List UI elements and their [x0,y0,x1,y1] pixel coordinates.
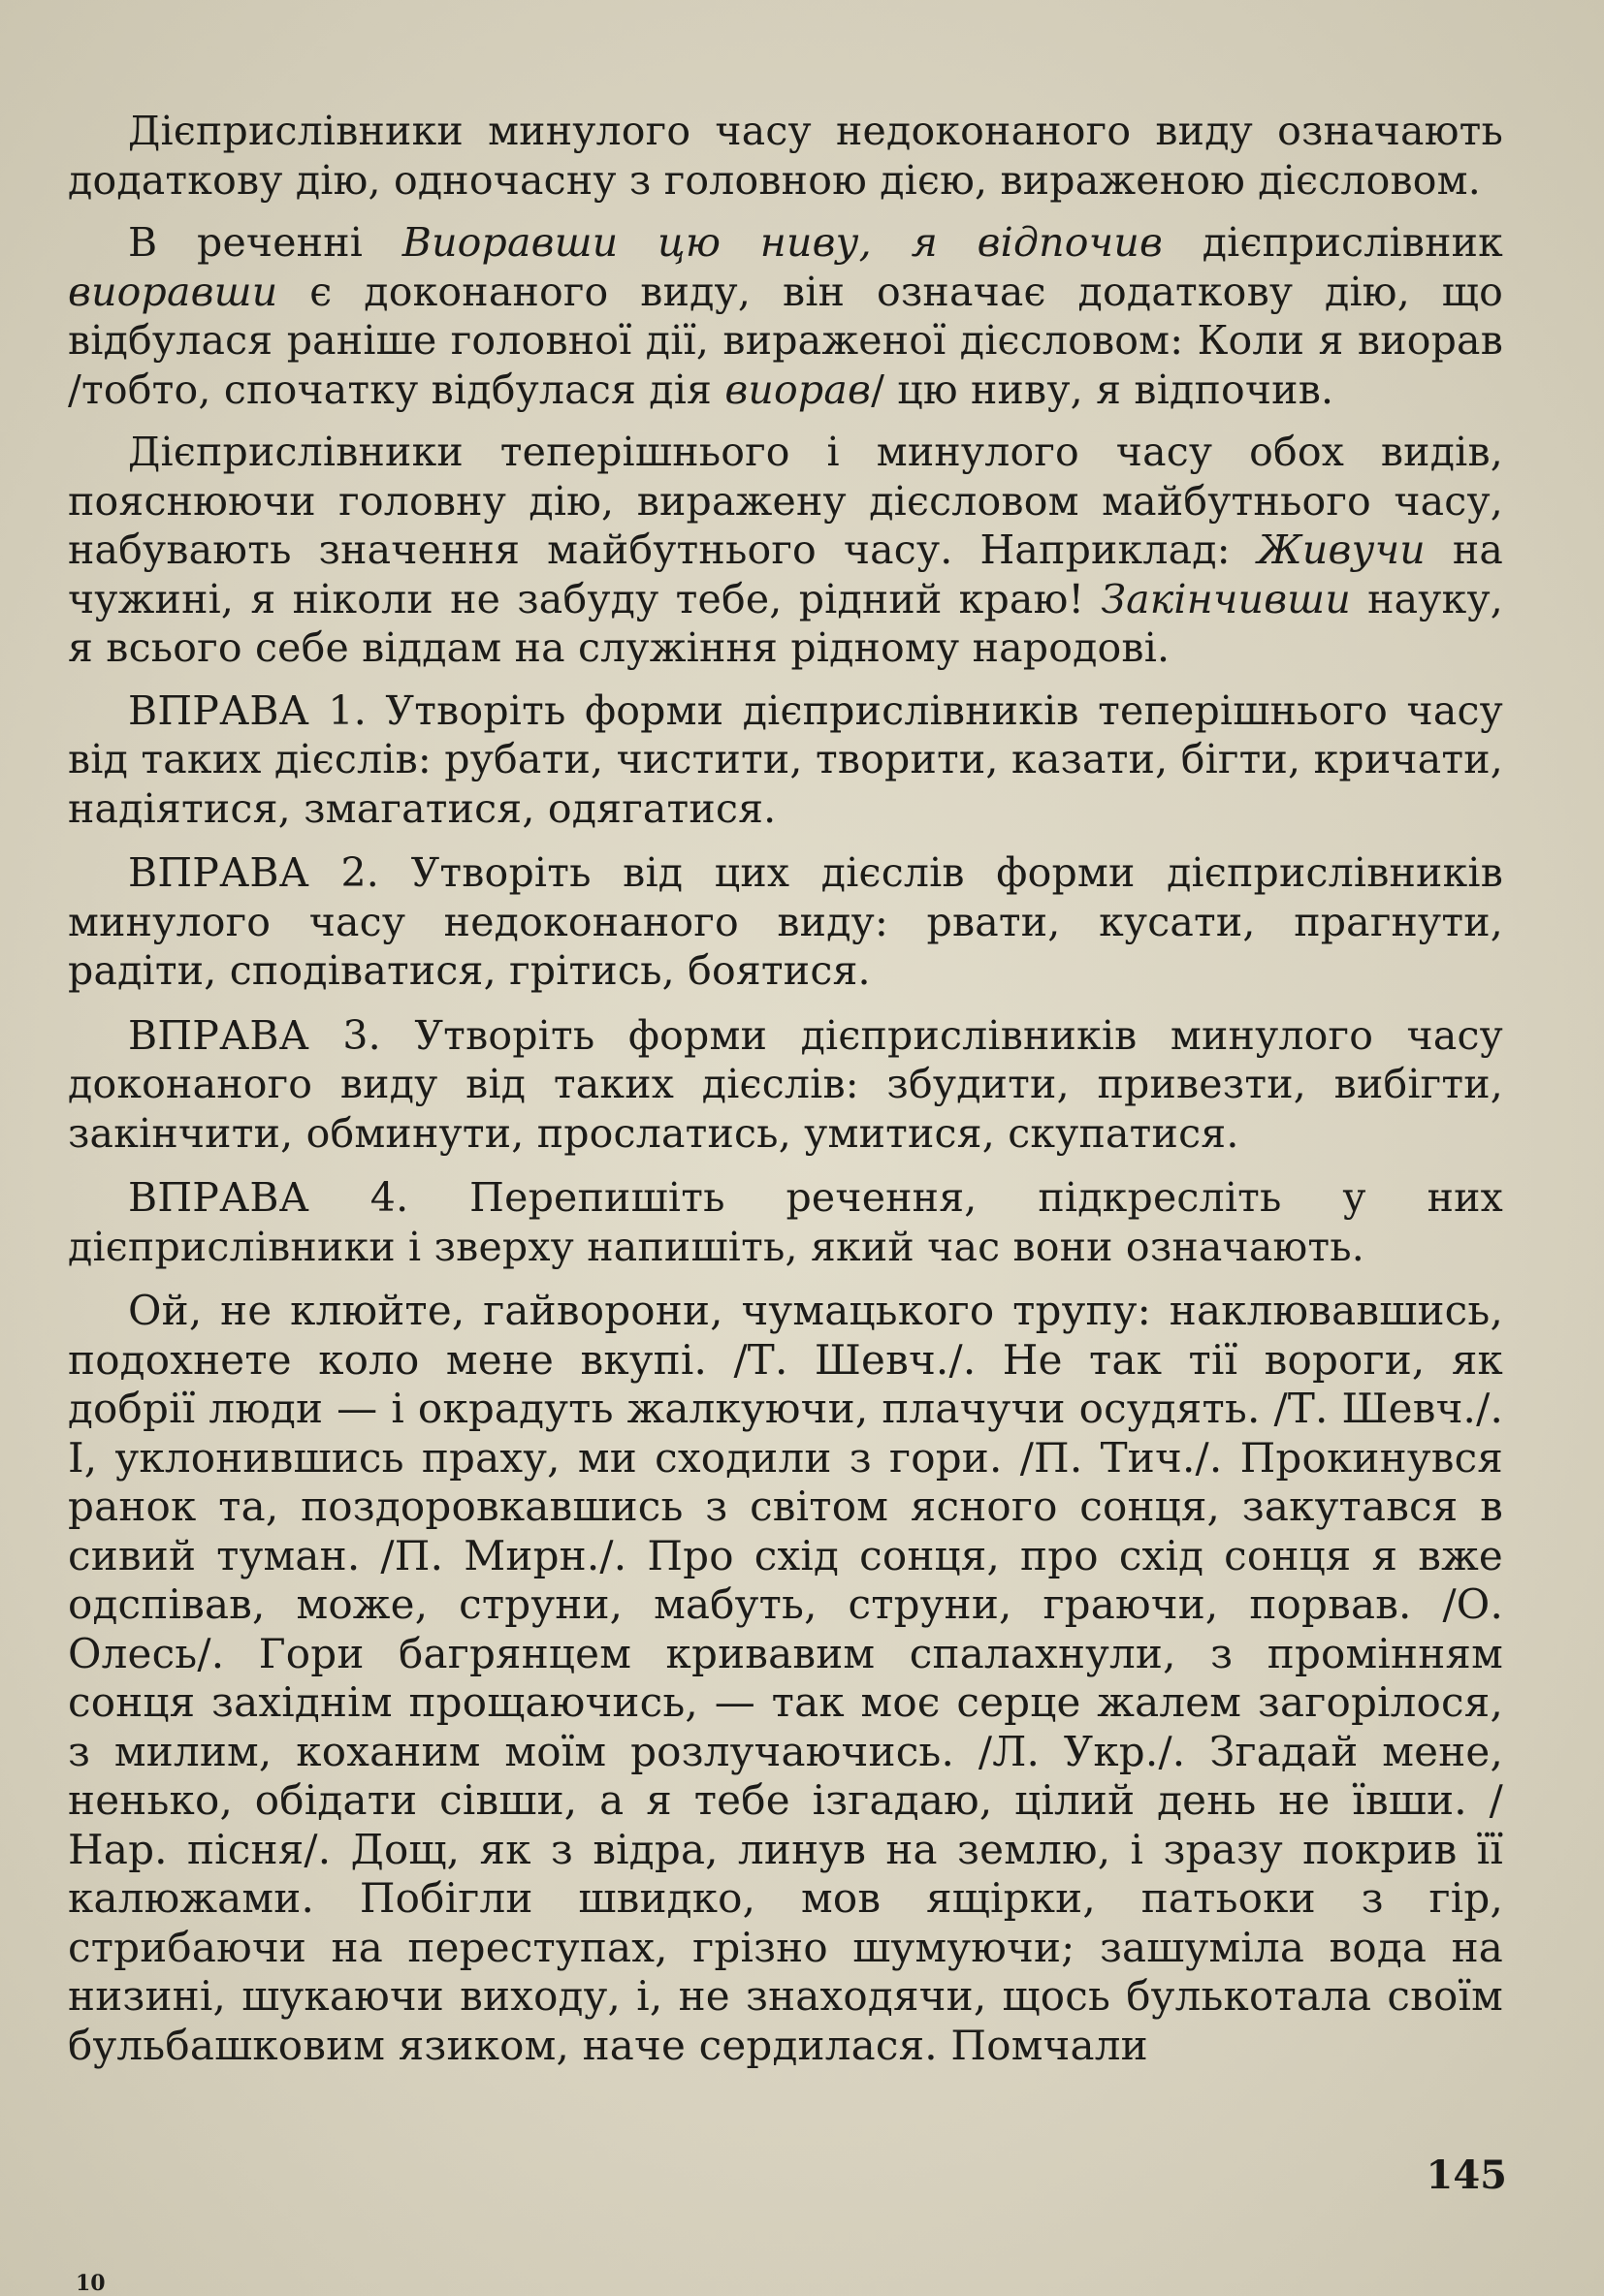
paragraph-2-mid-1: дієприслівник [1163,219,1503,266]
paragraph-1 [68,107,1503,205]
paragraph-3-italic-2: Закінчивши [1101,575,1351,622]
exercise-1-text: ВПРАВА 1. Утворіть форми дієприслівників теперішнього часу від таких дієслів: рубати, чистити, творити, казати, бігти, кричати, надіятися, змагатися, одягатися. [68,686,1503,832]
exercise-4 [68,1173,1503,1271]
paragraph-2-italic-word: виоравши [68,268,278,315]
paragraph-3-end: науку, я всього себе віддам на служіння рідному народові. [68,575,1504,671]
paragraph-3-mid: на чужині, я ніколи не забуду тебе, рідний краю! [68,526,1503,622]
exercise-1 [68,686,1503,834]
paragraph-2-italic-sentence: Виоравши цю ниву, я відпочив [401,219,1164,266]
exercise-4-text: ВПРАВА 4. Перепишіть речення, підкресліть у них дієприслівники і зверху напишіть, який час вони означають. [68,1174,1503,1270]
exercise-sentences-text: Ой, не клюйте, гайворони, чумацького трупу: наклювавшись, подохнете коло мене вкупі. /Т. Шевч./. Не так тії вороги, як добрії люди — і окрадуть жалкуючи, плачучи осудять. /Т. Шевч./. І, уклонившись праху, ми сходили з гори. /П. Тич./. Прокинувся ранок та, поздоровкавшись з світом ясного сонця, закутався в сивий туман. /П. Мирн./. Про схід сонця, про схід сонця я вже одспівав, може, струни, мабуть, струни, граючи, порвав. /О. Олесь/. Гори багрянцем кривавим спалахнули, з промінням сонця західнім прощаючись, — так моє серце жалем загорілося, з милим, коханим моїм розлучаючись. /Л. Укр./. Згадай мене, ненько, обідати сівши, а я тебе ізгадаю, цілий день не ївши. /Нар. пісня/. Дощ, як з відра, линув на землю, і зразу покрив її калюжами. Побігли швидко, мов ящірки, патьоки з гір, стрибаючи на переступах, грізно шумуючи; зашуміла вода на низині, шукаючи виходу, і, не знаходячи, щось булькотала своїм бульбашковим язиком, наче сердилася. Помчали [68,1287,1503,2069]
page-number: 145 [1426,2152,1507,2198]
paragraph-2 [68,218,1503,414]
paragraph-1-text: Дієприслівники минулого часу недоконаного виду означають додаткову дію, одночасну з головною дією, вираженою дієсловом. [68,108,1503,204]
paragraph-3-start: Дієприслівники теперішнього і минулого часу обох видів, пояснюючи головну дію, виражену дієсловом майбутнього часу, набувають значення майбутнього часу. Наприклад: [68,429,1503,573]
paragraph-2-italic-verb: виорав [724,366,872,413]
page-text [68,107,1503,2084]
paragraph-2-start: В реченні [128,219,402,266]
paragraph-2-end: / цю ниву, я відпочив. [871,366,1334,413]
exercise-3 [68,1011,1503,1159]
signature-mark: 10 [76,2271,106,2296]
exercise-2-text: ВПРАВА 2. Утворіть від цих дієслів форми дієприслівників минулого часу недоконаного виду: рвати, кусати, прагнути, радіти, сподіватися, грітись, боятися. [68,849,1503,994]
exercise-3-text: ВПРАВА 3. Утворіть форми дієприслівників минулого часу доконаного виду від таких дієслів: збудити, привезти, вибігти, закінчити, обминути, прослатись, умитися, скупатися. [68,1011,1503,1157]
exercise-2 [68,848,1503,996]
paragraph-3-italic-1: Живучи [1257,526,1426,573]
paragraph-2-mid-2: є доконаного виду, він означає додаткову дію, що відбулася раніше головної дії, вираженої дієсловом: Коли я виорав /тобто, спочатку відбулася дія [68,268,1503,413]
exercise-sentences [68,1287,1503,2070]
paragraph-3 [68,428,1503,673]
